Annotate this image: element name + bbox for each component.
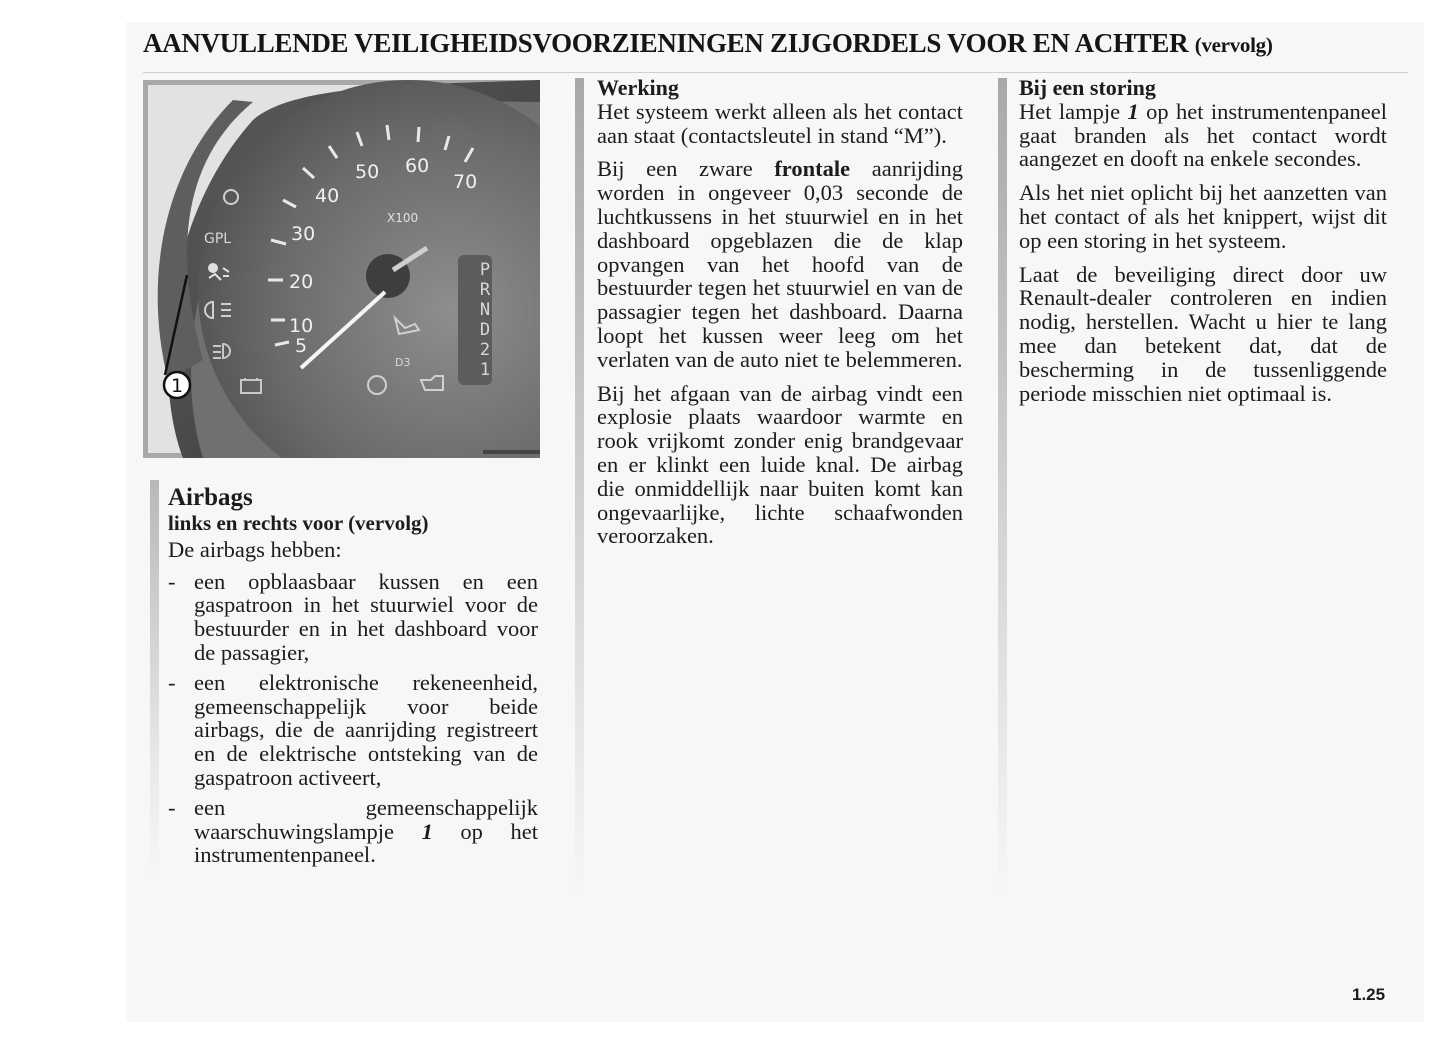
storing-paragraph-2: Als het niet oplicht bij het aanzetten van het contact of als het knippert, wijst dit op een storing in het systeem.: [1019, 180, 1387, 253]
list-item: - een gemeenschappelijk waarschuwingslampje 1 op het instrumentenpaneel.: [168, 796, 538, 867]
tick-label: 10: [289, 315, 314, 337]
werking-paragraph-3: Bij het afgaan van de airbag vindt een explosie plaats waardoor warmte en rook vrijkomt zonder enig brandgevaar en er klinkt een luide knal. De airbag die onmiddellijk naar buiten komt kan ongevaarlijke, lichte schaafwonden veroorzaken.: [597, 380, 963, 549]
column-bar-right: [998, 78, 1007, 898]
airbags-intro: De airbags hebben:: [168, 536, 342, 562]
gear-letter: D: [479, 320, 491, 340]
airbags-subheading: links en rechts voor (vervolg): [168, 511, 429, 535]
gear-letter: R: [479, 280, 491, 300]
title-suffix: (vervolg): [1194, 33, 1273, 57]
airbags-heading: Airbags: [168, 484, 253, 511]
tick-label: 30: [291, 223, 316, 245]
list-item: - een opblaasbaar kussen en een gaspatroon in het stuurwiel voor de bestuurder en in het dashboard voor de passagier,: [168, 570, 538, 665]
storing-paragraph-3: Laat de beveiliging direct door uw Renault-dealer controleren en indien nodig, herstellen. Wacht u hier te lang mee dan betekent dat, dat de bescherming in de tussenliggende periode misschien niet optimaal is.: [1019, 261, 1387, 406]
instrument-panel-figure: [143, 80, 540, 458]
column-bar-left: [150, 480, 159, 880]
tick-label: 60: [405, 155, 430, 177]
werking-paragraph-1: Het systeem werkt alleen als het contact aan staat (contactsleutel in stand “M”).: [597, 98, 963, 148]
gpl-label: GPL: [204, 231, 232, 247]
column-airbags: [168, 484, 538, 873]
tick-label: 5: [295, 335, 308, 357]
page-number: 1.25: [1352, 985, 1386, 1004]
callout-ref: 1: [1127, 98, 1139, 124]
werking-paragraph-2: Bij een zware frontale aanrijding worden in ongeveer 0,03 seconde de luchtkussens in het stuurwiel en in het dashboard opgeblazen die de klap opvangen van het hoofd van de bestuurder tegen het stuurwiel en van de passagier tegen het dashboard. Daarna loopt het kussen weer leeg om het verlaten van de auto niet te belemmeren.: [597, 156, 963, 372]
tick-label: 50: [355, 161, 380, 183]
emphasis-frontale: frontale: [774, 156, 851, 182]
tick-label: 70: [453, 171, 478, 193]
callout-ref: 1: [421, 818, 433, 844]
werking-heading: Werking: [597, 75, 679, 100]
d3-label: D3: [395, 356, 411, 369]
column-bar-middle: [575, 78, 584, 898]
instrument-panel-illustration: [143, 80, 540, 458]
column-werking: [597, 76, 963, 558]
airbags-list: [168, 570, 538, 868]
callout-number: 1: [170, 375, 184, 397]
page-title: AANVULLENDE VEILIGHEIDSVOORZIENINGEN ZIJGORDELS VOOR EN ACHTER (vervolg): [143, 28, 1273, 58]
multiplier-label: X100: [387, 211, 419, 225]
tick-label: 40: [315, 185, 340, 207]
gear-letter: 2: [479, 340, 491, 360]
gear-letter: P: [479, 260, 491, 280]
list-item: - een elektronische rekeneenheid, gemeenschappelijk voor beide airbags, die de aanrijding registreert en de elektrische ontsteking van de gaspatroon activeert,: [168, 671, 538, 790]
storing-heading: Bij een storing: [1019, 75, 1156, 100]
gear-letter: 1: [479, 360, 491, 380]
title-divider: [143, 72, 1408, 73]
storing-paragraph-1: Het lampje 1 op het instrumentenpaneel gaat branden als het contact wordt aangezet en dooft na enkele secondes.: [1019, 98, 1388, 172]
gear-letter: N: [479, 300, 491, 320]
tick-label: 20: [289, 271, 314, 293]
column-storing: [1019, 76, 1387, 415]
